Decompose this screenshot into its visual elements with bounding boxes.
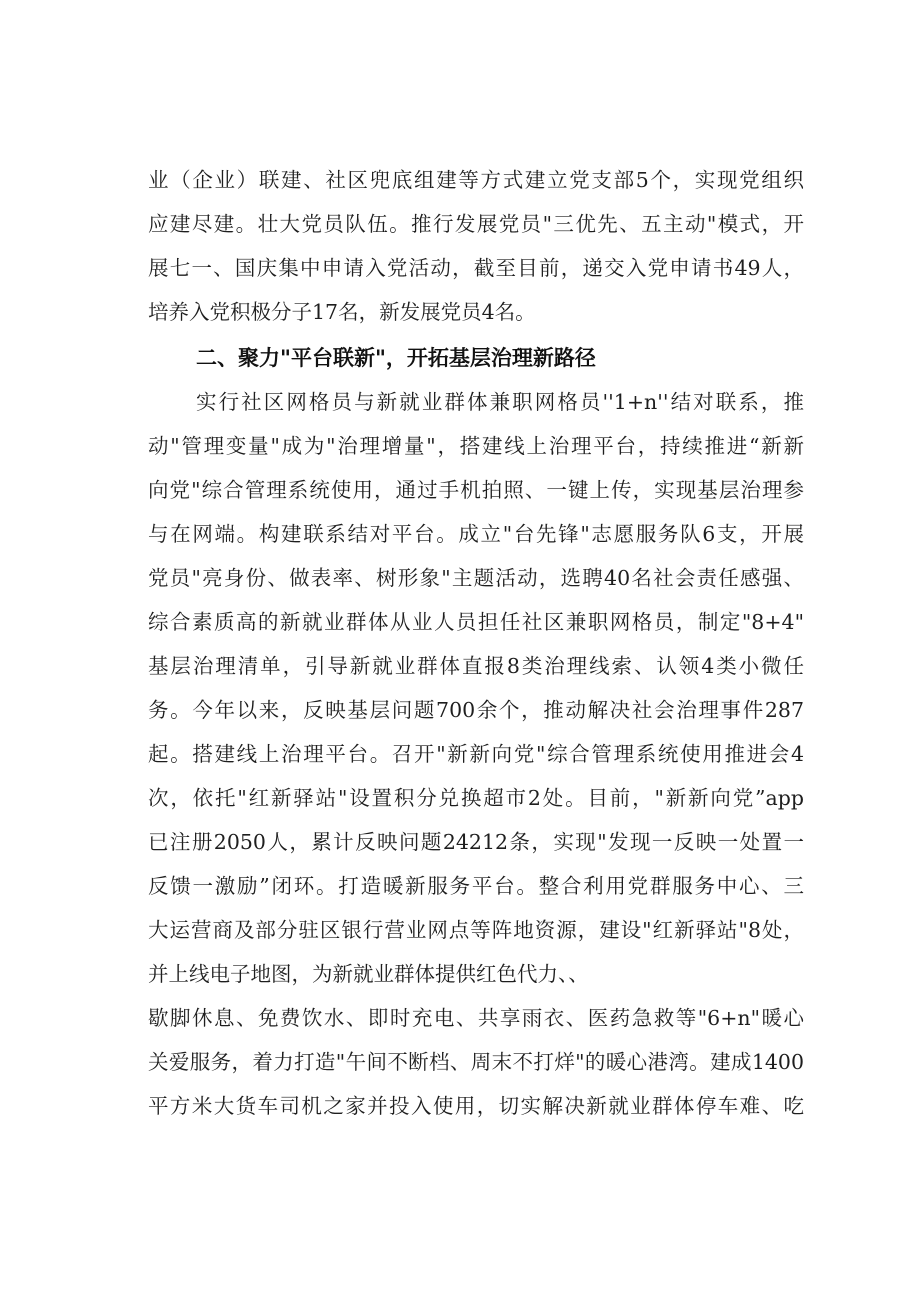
para2-line-8: 务。今年以来，反映基层问题700余个，推动解决社会治理事件287 [148,698,804,722]
para2-line-11: 已注册2050人，累计反映问题24212条，实现"发现一反映一处置一 [148,830,804,854]
para1-line-3: 展七一、国庆集中申请入党活动，截至目前，递交入党申请书49人， [148,256,804,280]
para2-line-10: 次，依托"红新驿站"设置积分兑换超市2处。目前，"新新向党”app [148,786,804,810]
para2-line-5: 党员"亮身份、做表率、树形象"主题活动，选聘40名社会责任感强、 [148,566,804,590]
para1-line-4: 培养入党积极分子17名，新发展党员4名。 [148,300,536,324]
para2-line-17: 平方米大货车司机之家并投入使用，切实解决新就业群体停车难、吃 [148,1094,804,1118]
section-heading: 二、聚力"平台联新"，开拓基层治理新路径 [196,346,596,370]
para2-line-1: 实行社区网格员与新就业群体兼职网格员''1+n''结对联系，推 [196,390,804,414]
para2-line-16: 关爱服务，着力打造"午间不断档、周末不打烊"的暖心港湾。建成1400 [148,1050,804,1074]
para2-line-9: 起。搭建线上治理平台。召开"新新向党"综合管理系统使用推进会4 [148,742,804,766]
para2-line-4: 与在网端。构建联系结对平台。成立"台先锋"志愿服务队6支，开展 [148,522,804,546]
para2-line-3: 向党"综合管理系统使用，通过手机拍照、一键上传，实现基层治理参 [148,478,804,502]
para2-line-7: 基层治理清单，引导新就业群体直报8类治理线索、认领4类小微任 [148,654,804,678]
para2-line-13: 大运营商及部分驻区银行营业网点等阵地资源，建设"红新驿站"8处， [148,918,804,942]
para1-line-2: 应建尽建。壮大党员队伍。推行发展党员"三优先、五主动"模式，开 [148,212,804,236]
para1-line-1: 业（企业）联建、社区兜底组建等方式建立党支部5个，实现党组织 [148,168,804,192]
para2-line-12: 反馈一激励”闭环。打造暖新服务平台。整合利用党群服务中心、三 [148,874,804,898]
para2-line-6: 综合素质高的新就业群体从业人员担任社区兼职网格员，制定"8+4" [148,610,804,634]
para2-line-15: 歇脚休息、免费饮水、即时充电、共享雨衣、医药急救等"6+n"暖心 [148,1006,804,1030]
para2-line-2: 动"管理变量"成为"治理增量"，搭建线上治理平台，持续推进“新新 [148,434,804,458]
para2-line-14: 并上线电子地图，为新就业群体提供红色代力、、 [148,962,589,986]
